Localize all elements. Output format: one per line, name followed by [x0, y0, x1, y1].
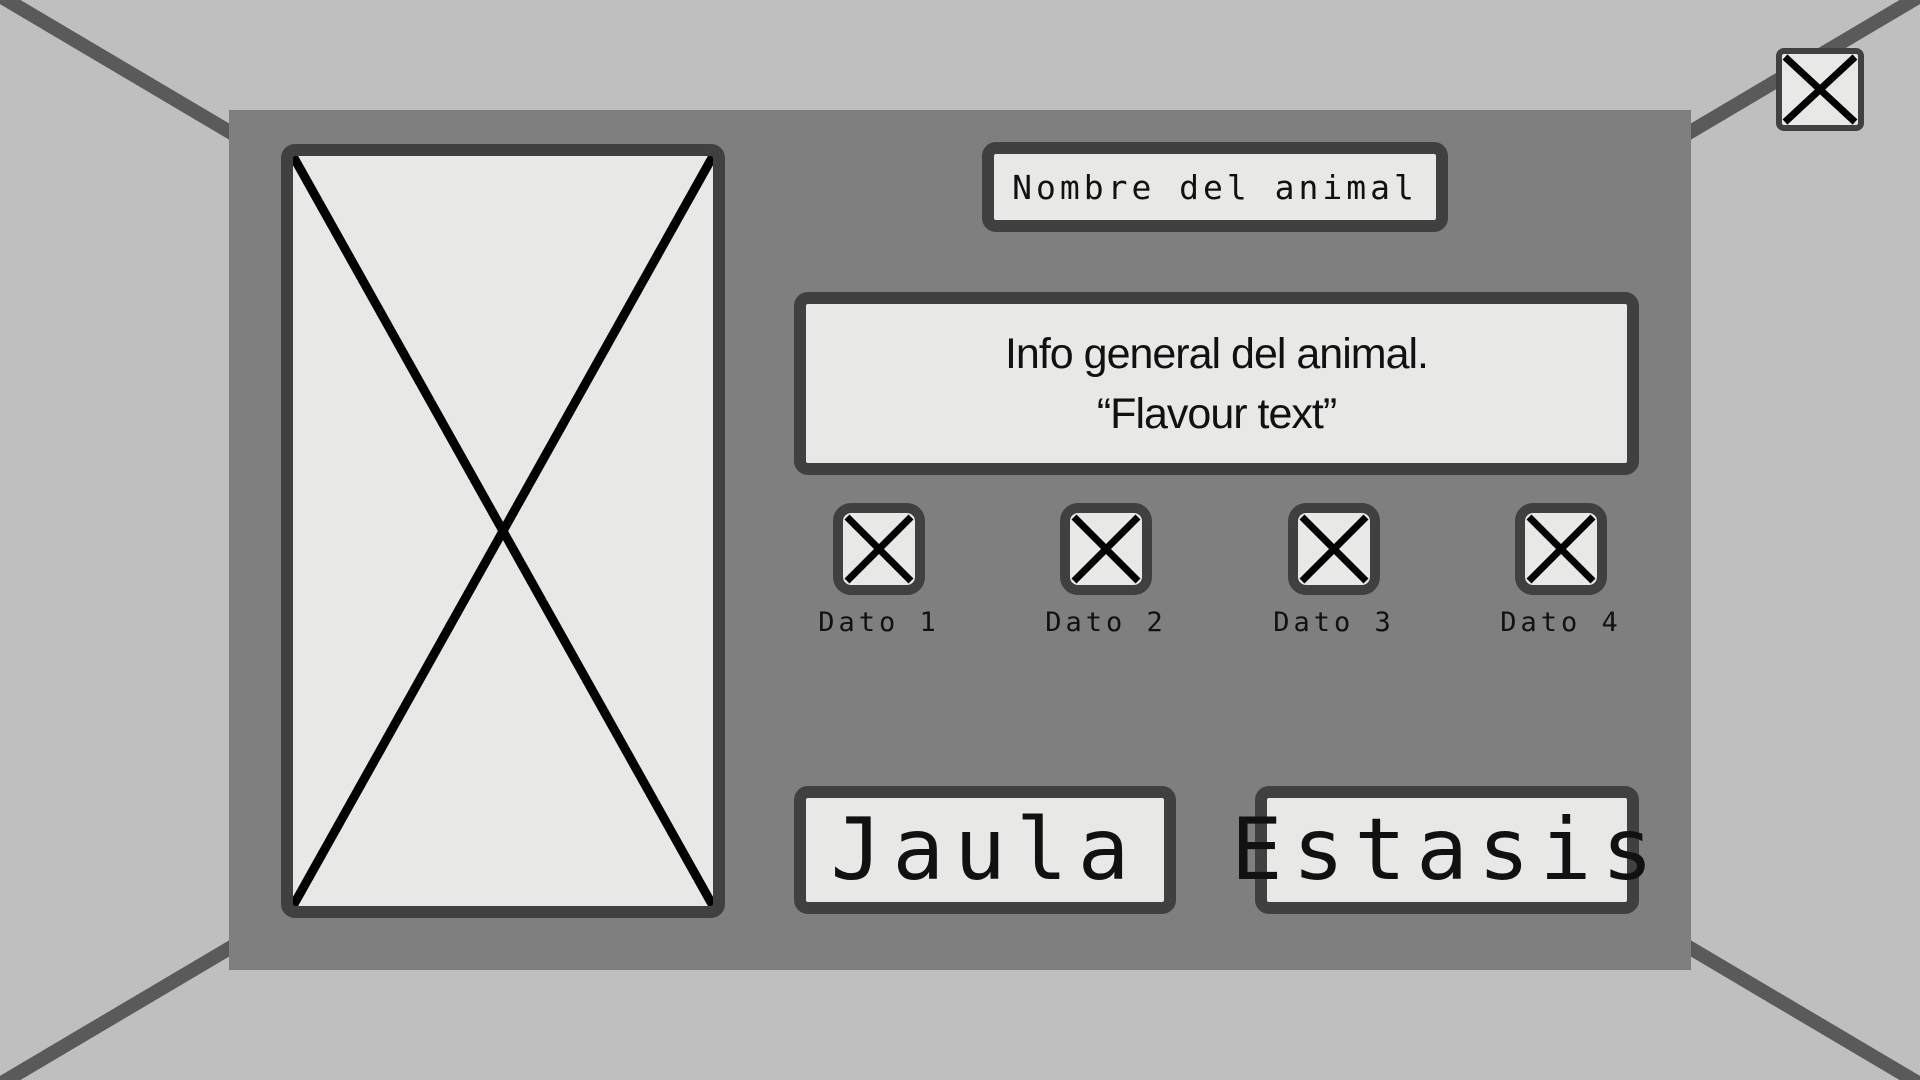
stat-dato-3	[1264, 503, 1404, 638]
estasis-button[interactable]: Estasis	[1255, 786, 1639, 914]
image-placeholder-icon	[833, 503, 925, 595]
image-placeholder-icon	[1288, 503, 1380, 595]
image-placeholder-icon	[1515, 503, 1607, 595]
image-placeholder-icon	[1060, 503, 1152, 595]
animal-info	[794, 292, 1639, 475]
close-icon	[1782, 54, 1858, 125]
stat-dato-2	[1036, 503, 1176, 638]
animal-detail-panel	[229, 110, 1691, 970]
stat-label: Dato 1	[818, 607, 940, 638]
info-text-line: Info general del animal.	[1004, 329, 1428, 378]
stat-label: Dato 2	[1045, 607, 1167, 638]
animal-name: Nombre del animal	[982, 142, 1448, 232]
animal-portrait	[281, 144, 725, 918]
stat-dato-4	[1491, 503, 1631, 638]
image-placeholder-icon	[293, 156, 713, 906]
close-button[interactable]	[1776, 48, 1864, 131]
jaula-button[interactable]: Jaula	[794, 786, 1176, 914]
stat-label: Dato 4	[1500, 607, 1622, 638]
flavour-text-line: “Flavour text”	[1096, 389, 1337, 438]
stat-label: Dato 3	[1273, 607, 1395, 638]
stat-dato-1	[809, 503, 949, 638]
